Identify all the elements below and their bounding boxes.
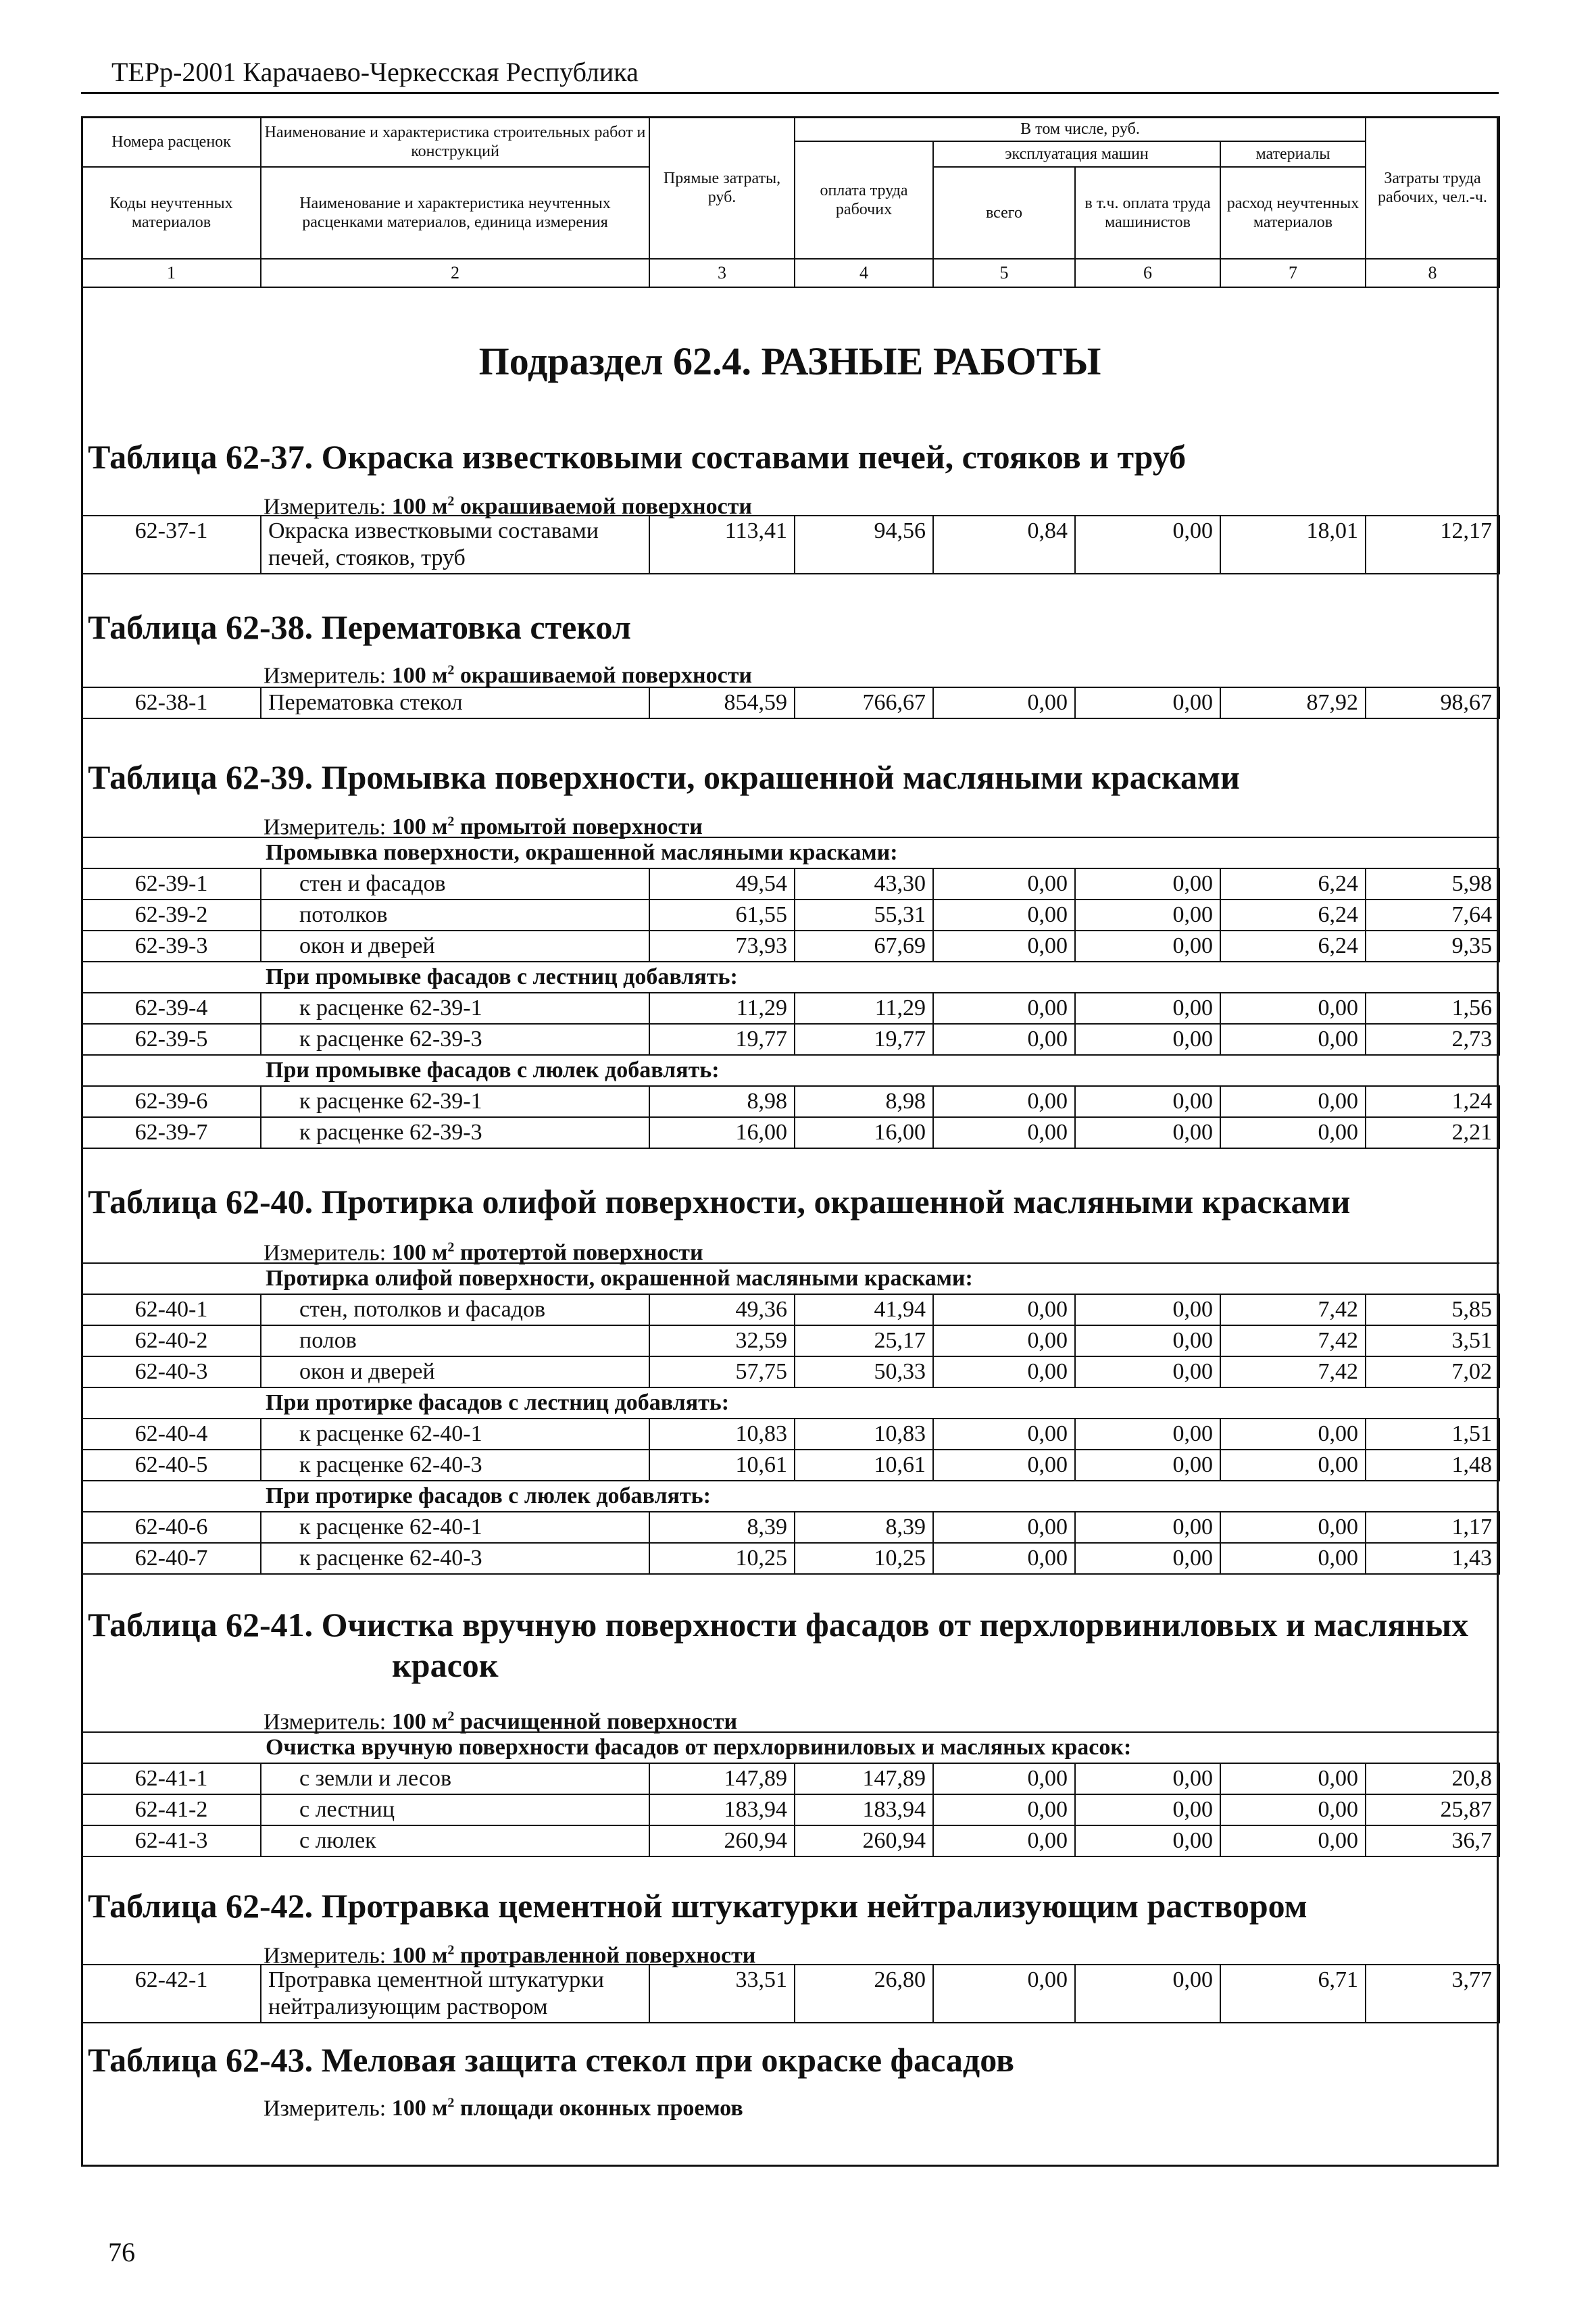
meter-unit-value: 100 м [391,1709,448,1735]
rate-code: 62-39-4 [82,993,261,1024]
machinist-pay-value: 0,00 [1075,1419,1220,1450]
group-label: При промывке фасадов с лестниц добавлять: [82,962,1499,993]
labor-cost-value: 98,67 [1366,687,1499,718]
machines-total-value: 0,00 [933,900,1075,931]
group-row [82,837,1499,868]
col-number: 8 [1366,259,1499,287]
materials-value: 18,01 [1220,516,1366,574]
labor-pay-value: 10,83 [795,1419,933,1450]
machinist-pay-value: 0,00 [1075,1356,1220,1387]
rate-name: к расценке 62-39-3 [261,1117,649,1148]
rate-name: к расценке 62-39-1 [261,993,649,1024]
col-labor-pay: оплата труда рабочих [795,141,933,259]
group-label: При промывке фасадов с люлек добавлять: [82,1055,1499,1086]
rate-name: стен и фасадов [261,868,649,900]
table-row [82,1825,1499,1856]
labor-pay-value: 16,00 [795,1117,933,1148]
direct-costs-value: 33,51 [649,1965,795,2023]
table-meter [264,657,752,689]
meter-unit-power: 2 [447,663,455,678]
direct-costs-value: 147,89 [649,1763,795,1794]
machines-total-value: 0,00 [933,931,1075,962]
direct-costs-value: 854,59 [649,687,795,718]
table-row [82,1086,1499,1117]
meter-unit [392,1709,737,1734]
meter-unit-value: 100 м [391,494,448,520]
machinist-pay-value: 0,00 [1075,1512,1220,1543]
materials-value: 0,00 [1220,1794,1366,1825]
table-row [82,1024,1499,1055]
machines-total-value: 0,00 [933,1450,1075,1481]
machinist-pay-value: 0,00 [1075,1325,1220,1356]
table-title [88,1181,1493,1222]
direct-costs-value: 8,39 [649,1512,795,1543]
rate-name: Перематовка стекол [261,687,649,718]
labor-cost-value: 2,21 [1366,1117,1499,1148]
direct-costs-value: 10,25 [649,1543,795,1574]
table-row [82,1965,1499,2023]
machines-total-value: 0,00 [933,1086,1075,1117]
machinist-pay-value: 0,00 [1075,868,1220,900]
labor-pay-value: 11,29 [795,993,933,1024]
table-title-text: Таблица 62-38. Перематовка стекол [88,608,631,646]
rate-name: с люлек [261,1825,649,1856]
machinist-pay-value: 0,00 [1075,1117,1220,1148]
col-materials-use: расход неучтенных материалов [1220,167,1366,259]
col-material-name: Наименование и характеристика неучтенных расценками материалов, единица измерения [261,167,649,259]
meter-unit-power: 2 [447,494,455,509]
materials-value: 7,42 [1220,1325,1366,1356]
labor-pay-value: 43,30 [795,868,933,900]
direct-costs-value: 260,94 [649,1825,795,1856]
machines-total-value: 0,84 [933,516,1075,574]
rates-table [81,837,1500,1149]
labor-cost-value: 1,48 [1366,1450,1499,1481]
col-machines-total: всего [933,167,1075,259]
table-title [88,2040,1493,2080]
labor-cost-value: 2,73 [1366,1024,1499,1055]
table-title [88,1886,1493,1926]
materials-value: 0,00 [1220,1450,1366,1481]
materials-value: 0,00 [1220,1825,1366,1856]
group-row [82,1481,1499,1512]
meter-label: Измеритель: [264,1943,386,1969]
col-number: 6 [1075,259,1220,287]
meter-label: Измеритель: [264,1240,386,1266]
rate-name: к расценке 62-40-1 [261,1419,649,1450]
table-row [82,868,1499,900]
direct-costs-value: 49,54 [649,868,795,900]
rate-name: к расценке 62-40-3 [261,1450,649,1481]
meter-label: Измеритель: [264,1709,386,1735]
table-title-text: Таблица 62-41. Очистка вручную поверхности фасадов от перхлорвиниловых и масляных [88,1606,1469,1644]
group-row [82,1732,1499,1763]
labor-pay-value: 67,69 [795,931,933,962]
machines-total-value: 0,00 [933,1419,1075,1450]
rate-code: 62-40-5 [82,1450,261,1481]
col-number: 5 [933,259,1075,287]
labor-pay-value: 26,80 [795,1965,933,2023]
labor-pay-value: 94,56 [795,516,933,574]
materials-value: 87,92 [1220,687,1366,718]
rates-table [81,687,1500,719]
meter-unit-power: 2 [447,1943,455,1958]
meter-unit-power: 2 [447,814,455,829]
rate-code: 62-40-2 [82,1325,261,1356]
group-row [82,1387,1499,1419]
materials-value: 6,24 [1220,868,1366,900]
title-rule [81,92,1499,94]
direct-costs-value: 49,36 [649,1294,795,1325]
labor-cost-value: 3,51 [1366,1325,1499,1356]
labor-pay-value: 25,17 [795,1325,933,1356]
table-title-text: Таблица 62-43. Меловая защита стекол при окраске фасадов [88,2041,1014,2079]
rate-code: 62-41-1 [82,1763,261,1794]
direct-costs-value: 10,83 [649,1419,795,1450]
meter-unit-value: 100 м [391,2096,448,2121]
machines-total-value: 0,00 [933,1543,1075,1574]
section-title: Подраздел 62.4. РАЗНЫЕ РАБОТЫ [478,339,1101,383]
meter-unit [392,2096,743,2121]
labor-pay-value: 10,61 [795,1450,933,1481]
rate-name: к расценке 62-39-3 [261,1024,649,1055]
col-direct-costs: Прямые затраты, руб. [649,117,795,259]
machines-total-value: 0,00 [933,1825,1075,1856]
table-row [82,687,1499,718]
col-labor-cost: Затраты труда рабочих, чел.-ч. [1366,117,1499,259]
table-row [82,1543,1499,1574]
table-row [82,1294,1499,1325]
rate-name: к расценке 62-40-1 [261,1512,649,1543]
column-header-table [81,116,1500,288]
group-row [82,1055,1499,1086]
materials-value: 0,00 [1220,1086,1366,1117]
materials-value: 0,00 [1220,1763,1366,1794]
labor-pay-value: 41,94 [795,1294,933,1325]
table-title-text: Таблица 62-40. Протирка олифой поверхности, окрашенной масляными красками [88,1183,1351,1221]
meter-unit [392,663,752,688]
table-title-text: Таблица 62-42. Протравка цементной штукатурки нейтрализующим раствором [88,1887,1307,1925]
rate-code: 62-41-2 [82,1794,261,1825]
labor-cost-value: 20,8 [1366,1763,1499,1794]
meter-label: Измеритель: [264,494,386,520]
col-machinist-pay: в т.ч. оплата труда машинистов [1075,167,1220,259]
rates-table [81,1262,1500,1575]
meter-unit-power: 2 [447,2096,455,2111]
rate-code: 62-41-3 [82,1825,261,1856]
table-title [88,607,1493,647]
rate-name: стен, потолков и фасадов [261,1294,649,1325]
col-work-name: Наименование и характеристика строительных работ и конструкций [261,117,649,167]
rate-name: полов [261,1325,649,1356]
labor-pay-value: 55,31 [795,900,933,931]
document-title: ТЕРр-2001 Карачаево-Черкесская Республика [111,57,639,87]
col-number: 3 [649,259,795,287]
labor-pay-value: 8,98 [795,1086,933,1117]
rates-table [81,515,1500,574]
meter-unit [392,814,703,839]
machinist-pay-value: 0,00 [1075,687,1220,718]
machines-total-value: 0,00 [933,1325,1075,1356]
labor-cost-value: 7,64 [1366,900,1499,931]
machinist-pay-value: 0,00 [1075,1543,1220,1574]
table-title-text: Таблица 62-39. Промывка поверхности, окрашенной масляными красками [88,758,1240,796]
rate-code: 62-39-2 [82,900,261,931]
materials-value: 0,00 [1220,1512,1366,1543]
rate-name: к расценке 62-39-1 [261,1086,649,1117]
machinist-pay-value: 0,00 [1075,1450,1220,1481]
meter-unit-description: протравленной поверхности [454,1943,756,1969]
materials-value: 6,24 [1220,900,1366,931]
rate-code: 62-39-7 [82,1117,261,1148]
rate-name: Окраска известковыми составами печей, стояков, труб [261,516,649,574]
meter-unit-value: 100 м [391,663,448,689]
rate-code: 62-39-5 [82,1024,261,1055]
labor-cost-value: 7,02 [1366,1356,1499,1387]
labor-cost-value: 1,43 [1366,1543,1499,1574]
col-including: В том числе, руб. [795,117,1366,141]
machinist-pay-value: 0,00 [1075,1763,1220,1794]
direct-costs-value: 8,98 [649,1086,795,1117]
rate-name: к расценке 62-40-3 [261,1543,649,1574]
meter-unit-value: 100 м [391,1943,448,1969]
rate-name: потолков [261,900,649,931]
materials-value: 0,00 [1220,1024,1366,1055]
rate-code: 62-39-3 [82,931,261,962]
group-row [82,962,1499,993]
meter-unit-description: площади оконных проемов [454,2096,743,2121]
meter-unit-description: окрашиваемой поверхности [454,494,752,520]
labor-cost-value: 3,77 [1366,1965,1499,2023]
direct-costs-value: 57,75 [649,1356,795,1387]
meter-unit-description: окрашиваемой поверхности [454,663,752,689]
labor-cost-value: 25,87 [1366,1794,1499,1825]
rate-code: 62-39-6 [82,1086,261,1117]
table-row [82,931,1499,962]
table-title-continuation: красок [392,1646,499,1684]
table-row [82,1419,1499,1450]
materials-value: 0,00 [1220,1117,1366,1148]
direct-costs-value: 61,55 [649,900,795,931]
table-row [82,993,1499,1024]
machines-total-value: 0,00 [933,1024,1075,1055]
rate-name: окон и дверей [261,1356,649,1387]
machines-total-value: 0,00 [933,1294,1075,1325]
col-codes: Коды неучтенных материалов [82,167,261,259]
materials-value: 6,71 [1220,1965,1366,2023]
labor-cost-value: 1,51 [1366,1419,1499,1450]
machines-total-value: 0,00 [933,1356,1075,1387]
labor-pay-value: 183,94 [795,1794,933,1825]
rate-code: 62-40-6 [82,1512,261,1543]
rates-table [81,1731,1500,1857]
col-number: 2 [261,259,649,287]
machines-total-value: 0,00 [933,868,1075,900]
materials-value: 7,42 [1220,1294,1366,1325]
meter-label: Измеритель: [264,663,386,689]
rate-code: 62-38-1 [82,687,261,718]
rate-name: с лестниц [261,1794,649,1825]
rate-code: 62-40-4 [82,1419,261,1450]
rate-code: 62-42-1 [82,1965,261,2023]
machinist-pay-value: 0,00 [1075,1294,1220,1325]
machines-total-value: 0,00 [933,1763,1075,1794]
meter-unit-power: 2 [447,1709,455,1724]
meter-unit-description: протертой поверхности [454,1240,703,1266]
table-row [82,1794,1499,1825]
rate-name: Протравка цементной штукатурки нейтрализующим раствором [261,1965,649,2023]
col-number: 1 [82,259,261,287]
materials-value: 0,00 [1220,1419,1366,1450]
group-label: Протирка олифой поверхности, окрашенной масляными красками: [82,1263,1499,1294]
meter-label: Измеритель: [264,2096,386,2121]
group-label: Промывка поверхности, окрашенной масляными красками: [82,837,1499,868]
col-number: 4 [795,259,933,287]
direct-costs-value: 113,41 [649,516,795,574]
rate-name: окон и дверей [261,931,649,962]
table-title [88,757,1493,797]
labor-pay-value: 147,89 [795,1763,933,1794]
direct-costs-value: 16,00 [649,1117,795,1148]
table-row [82,1450,1499,1481]
col-rate-number: Номера расценок [82,117,261,167]
group-row [82,1263,1499,1294]
meter-unit-power: 2 [447,1240,455,1255]
machines-total-value: 0,00 [933,993,1075,1024]
meter-unit-description: промытой поверхности [454,814,703,840]
rate-code: 62-40-7 [82,1543,261,1574]
rate-code: 62-40-1 [82,1294,261,1325]
materials-value: 6,24 [1220,931,1366,962]
meter-unit [392,1240,703,1265]
labor-cost-value: 36,7 [1366,1825,1499,1856]
machines-total-value: 0,00 [933,1965,1075,2023]
group-label: Очистка вручную поверхности фасадов от перхлорвиниловых и масляных красок: [82,1732,1499,1763]
table-title [88,1604,1493,1685]
labor-cost-value: 1,17 [1366,1512,1499,1543]
labor-cost-value: 1,24 [1366,1086,1499,1117]
table-row [82,1117,1499,1148]
table-row [82,516,1499,574]
machines-total-value: 0,00 [933,1117,1075,1148]
direct-costs-value: 11,29 [649,993,795,1024]
table-meter [264,2090,743,2122]
machinist-pay-value: 0,00 [1075,1965,1220,2023]
direct-costs-value: 32,59 [649,1325,795,1356]
machinist-pay-value: 0,00 [1075,1086,1220,1117]
table-row [82,1763,1499,1794]
labor-pay-value: 766,67 [795,687,933,718]
materials-value: 0,00 [1220,993,1366,1024]
meter-label: Измеритель: [264,814,386,840]
rate-code: 62-40-3 [82,1356,261,1387]
machinist-pay-value: 0,00 [1075,1024,1220,1055]
table-title [88,437,1493,477]
rate-code: 62-37-1 [82,516,261,574]
table-title-text: Таблица 62-37. Окраска известковыми составами печей, стояков и труб [88,438,1187,476]
table-row [82,1512,1499,1543]
labor-pay-value: 50,33 [795,1356,933,1387]
meter-unit-value: 100 м [391,1240,448,1266]
direct-costs-value: 10,61 [649,1450,795,1481]
labor-cost-value: 1,56 [1366,993,1499,1024]
group-label: При протирке фасадов с люлек добавлять: [82,1481,1499,1512]
machinist-pay-value: 0,00 [1075,931,1220,962]
machinist-pay-value: 0,00 [1075,900,1220,931]
col-number: 7 [1220,259,1366,287]
labor-pay-value: 19,77 [795,1024,933,1055]
col-materials: материалы [1220,141,1366,167]
materials-value: 7,42 [1220,1356,1366,1387]
labor-pay-value: 10,25 [795,1543,933,1574]
machines-total-value: 0,00 [933,1794,1075,1825]
labor-cost-value: 5,98 [1366,868,1499,900]
col-machines: эксплуатация машин [933,141,1220,167]
labor-pay-value: 260,94 [795,1825,933,1856]
group-label: При протирке фасадов с лестниц добавлять: [82,1387,1499,1419]
labor-cost-value: 9,35 [1366,931,1499,962]
rate-name: с земли и лесов [261,1763,649,1794]
labor-cost-value: 5,85 [1366,1294,1499,1325]
machines-total-value: 0,00 [933,687,1075,718]
materials-value: 0,00 [1220,1543,1366,1574]
direct-costs-value: 73,93 [649,931,795,962]
machines-total-value: 0,00 [933,1512,1075,1543]
page-number: 76 [108,2237,135,2267]
meter-unit-description: расчищенной поверхности [454,1709,738,1735]
rate-code: 62-39-1 [82,868,261,900]
labor-cost-value: 12,17 [1366,516,1499,574]
direct-costs-value: 19,77 [649,1024,795,1055]
machinist-pay-value: 0,00 [1075,516,1220,574]
table-row [82,1325,1499,1356]
machinist-pay-value: 0,00 [1075,993,1220,1024]
machinist-pay-value: 0,00 [1075,1825,1220,1856]
labor-pay-value: 8,39 [795,1512,933,1543]
direct-costs-value: 183,94 [649,1794,795,1825]
machinist-pay-value: 0,00 [1075,1794,1220,1825]
table-row [82,1356,1499,1387]
table-row [82,900,1499,931]
meter-unit-value: 100 м [391,814,448,840]
rates-table [81,1964,1500,2023]
